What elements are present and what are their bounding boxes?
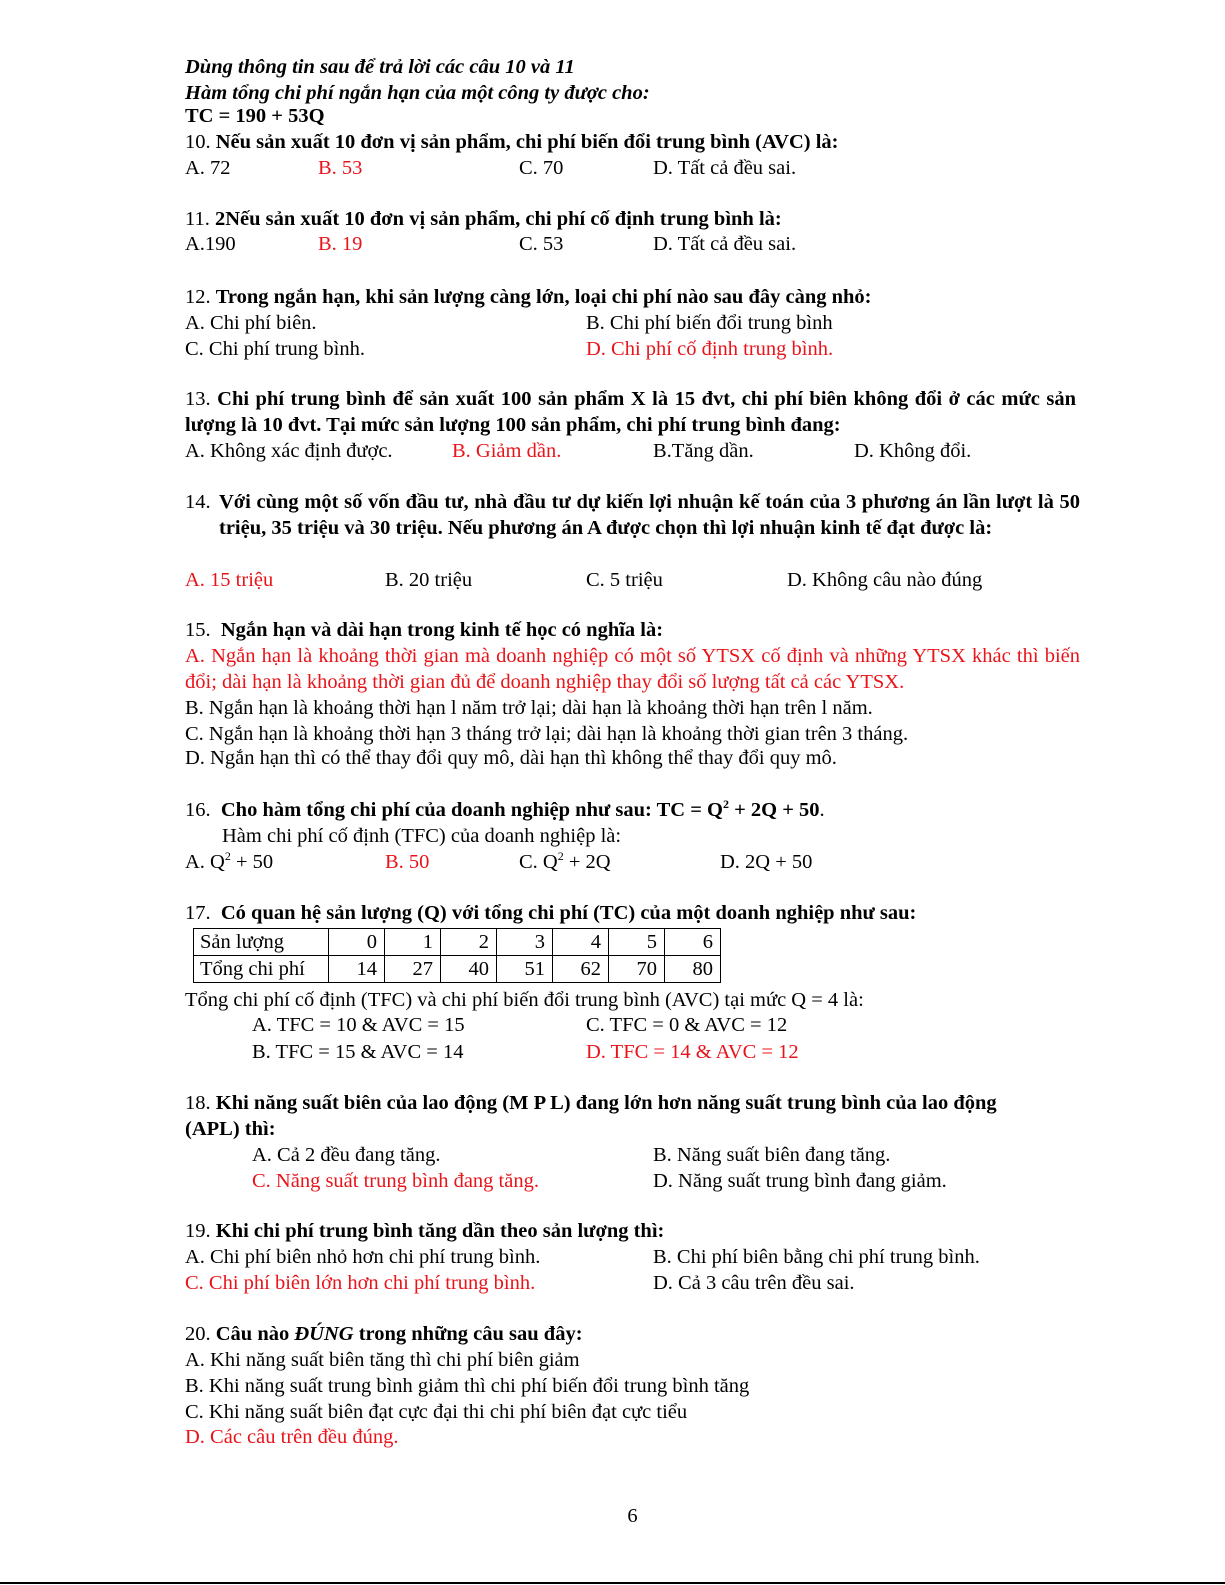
q20-option-d: D. Các câu trên đều đúng. [185,1426,399,1448]
q15-option-d: D. Ngắn hạn thì có thể thay đổi quy mô, dài hạn thì không thể thay đổi quy mô. [185,747,837,769]
table-row-label: Sản lượng [194,929,329,956]
table-cell: 5 [609,929,665,956]
question-16: 16. Cho hàm tổng chi phí của doanh nghiệp như sau: TC = $Q^2 + 2Q + 50$. [185,797,825,821]
table-cell: 0 [329,929,385,956]
table-cell: 27 [385,956,441,983]
question-text: Khi chi phí trung bình tăng dần theo sản lượng thì: [215,1220,665,1242]
question-10 [185,130,838,156]
q14-option-a: A. 15 triệu [185,569,274,591]
table-cell: 40 [441,956,497,983]
question-number: 10. [185,131,211,153]
table-row [194,956,721,983]
question-19 [185,1219,664,1245]
q20-option-c: C. Khi năng suất biên đạt cực đại thi chi phí biên đạt cực tiểu [185,1401,688,1423]
question-text: Ngắn hạn và dài hạn trong kinh tế học có nghĩa là: [220,619,664,641]
q11-option-a: A.190 [185,233,236,255]
question-text: Trong ngắn hạn, khi sản lượng càng lớn, loại chi phí nào sau đây càng nhỏ: [215,286,872,308]
table-cell: 80 [665,956,721,983]
table-cell: 4 [553,929,609,956]
table-cell: 3 [497,929,553,956]
page-number: 6 [627,1505,638,1527]
table-cell: 6 [665,929,721,956]
q12-option-d: D. Chi phí cố định trung bình. [586,338,834,360]
question-12 [185,285,871,311]
q13-option-a: A. Không xác định được. [185,440,393,462]
q19-option-c: C. Chi phí biên lớn hơn chi phí trung bình. [185,1272,536,1294]
q18-option-c: C. Năng suất trung bình đang tăng. [252,1170,539,1192]
q10-option-b: B. 53 [318,157,363,179]
table-cell: 51 [497,956,553,983]
page-bottom-rule [0,1582,1225,1584]
question-text: Khi năng suất biên của lao động (M P L) đang lớn hơn năng suất trung bình của lao động (APL) thì: [185,1092,997,1140]
q13-option-d: D. Không đổi. [854,440,972,462]
q17-option-b: B. TFC = 15 & AVC = 14 [252,1041,464,1063]
table-cell: 14 [329,956,385,983]
question-15 [185,618,663,644]
question-number: 19. [185,1220,211,1242]
question-text: 2Nếu sản xuất 10 đơn vị sản phẩm, chi phí cố định trung bình là: [215,208,782,230]
q16-subtext: Hàm chi phí cố định (TFC) của doanh nghiệp là: [222,825,622,847]
question-number: 17. [185,902,211,924]
q20-option-b: B. Khi năng suất trung bình giảm thì chi phí biến đổi trung bình tăng [185,1375,750,1397]
question-number: 11. [185,208,210,230]
question-text: Câu nào ĐÚNG trong những câu sau đây: [215,1323,583,1345]
q11-option-d: D. Tất cả đều sai. [653,233,797,255]
q19-option-a: A. Chi phí biên nhỏ hơn chi phí trung bình. [185,1246,541,1268]
q16-option-a: A. $Q^2 + 50$ [185,849,274,873]
intro-formula: TC = 190 + 53Q [185,105,325,127]
question-20 [185,1322,583,1348]
question-text: Nếu sản xuất 10 đơn vị sản phẩm, chi phí biến đổi trung bình (AVC) là: [215,131,839,153]
question-text: Chi phí trung bình để sản xuất 100 sản phẩm X là 15 đvt, chi phí biên không đổi ở các mức sản lượng là 10 đvt. Tại mức sản lượng 100 sản phẩm, chi phí trung bình đang: [185,388,1076,436]
question-18 [185,1091,1035,1142]
q17-subtext: Tổng chi phí cố định (TFC) và chi phí biến đổi trung bình (AVC) tại mức Q = 4 là: [185,989,864,1011]
q16-option-c: C. $Q^2 + 2Q$ [519,849,611,873]
q16-option-d: D. 2Q + 50 [720,851,813,873]
q13-option-c: B.Tăng dần. [653,440,754,462]
q11-option-c: C. 53 [519,233,564,255]
table-cell: 62 [553,956,609,983]
q16-option-b: B. 50 [385,851,430,873]
q10-option-c: C. 70 [519,157,564,179]
question-14-text: Với cùng một số vốn đầu tư, nhà đầu tư dự kiến lợi nhuận kế toán của 3 phương án lần lượt là 50 triệu, 35 triệu và 30 triệu. Nếu phương án A được chọn thì lợi nhuận kinh tế đạt được là: [219,491,1080,539]
q10-option-a: A. 72 [185,157,231,179]
q15-option-b: B. Ngắn hạn là khoảng thời hạn l năm trở lại; dài hạn là khoảng thời hạn trên l năm. [185,697,873,719]
q11-option-b: B. 19 [318,233,363,255]
q15-option-a: A. Ngắn hạn là khoảng thời gian mà doanh nghiệp có một số YTSX cố định và những YTSX khác thì biến đổi; dài hạn là khoảng thời gian đủ để doanh nghiệp thay đổi số lượng tất cả các YTSX. [185,645,1080,693]
question-number: 15. [185,619,211,641]
q18-option-b: B. Năng suất biên đang tăng. [653,1144,891,1166]
q12-option-a: A. Chi phí biên. [185,312,317,334]
question-text: Có quan hệ sản lượng (Q) với tổng chi phí (TC) của một doanh nghiệp như sau: [220,902,917,924]
q17-option-d: D. TFC = 14 & AVC = 12 [586,1041,799,1063]
cost-table [193,928,721,983]
question-11 [185,207,782,233]
question-text: Cho hàm tổng chi phí của doanh nghiệp như sau: TC = $Q^2 + 2Q + 50$ [220,797,820,821]
table-cell: 70 [609,956,665,983]
q18-option-a: A. Cả 2 đều đang tăng. [252,1144,441,1166]
q10-option-d: D. Tất cả đều sai. [653,157,797,179]
table-cell: 2 [441,929,497,956]
q17-option-c: C. TFC = 0 & AVC = 12 [586,1014,788,1036]
q12-option-b: B. Chi phí biến đổi trung bình [586,312,833,334]
q12-option-c: C. Chi phí trung bình. [185,338,365,360]
intro-line-1: Dùng thông tin sau để trả lời các câu 10 và 11 [185,56,575,78]
q20-option-a: A. Khi năng suất biên tăng thì chi phí biên giảm [185,1349,580,1371]
q15-option-c: C. Ngắn hạn là khoảng thời hạn 3 tháng trở lại; dài hạn là khoảng thời gian trên 3 tháng. [185,723,909,745]
question-number: 16. [185,799,211,821]
question-17 [185,901,916,927]
table-row [194,929,721,956]
q14-option-c: C. 5 triệu [586,569,663,591]
q14-option-d: D. Không câu nào đúng [787,569,983,591]
q18-option-d: D. Năng suất trung bình đang giảm. [653,1170,947,1192]
question-number: 13. [185,388,211,410]
table-cell: 1 [385,929,441,956]
q14-option-b: B. 20 triệu [385,569,473,591]
question-number: 20. [185,1323,211,1345]
question-number-14: 14. [185,491,211,513]
question-number: 12. [185,286,211,308]
question-13 [185,387,1076,438]
table-row-label: Tổng chi phí [194,956,329,983]
question-number: 18. [185,1092,211,1114]
q19-option-b: B. Chi phí biên bằng chi phí trung bình. [653,1246,980,1268]
q13-option-b: B. Giảm dần. [452,440,562,462]
q19-option-d: D. Cả 3 câu trên đều sai. [653,1272,855,1294]
intro-line-2: Hàm tổng chi phí ngắn hạn của một công ty được cho: [185,82,650,104]
q17-option-a: A. TFC = 10 & AVC = 15 [252,1014,465,1036]
